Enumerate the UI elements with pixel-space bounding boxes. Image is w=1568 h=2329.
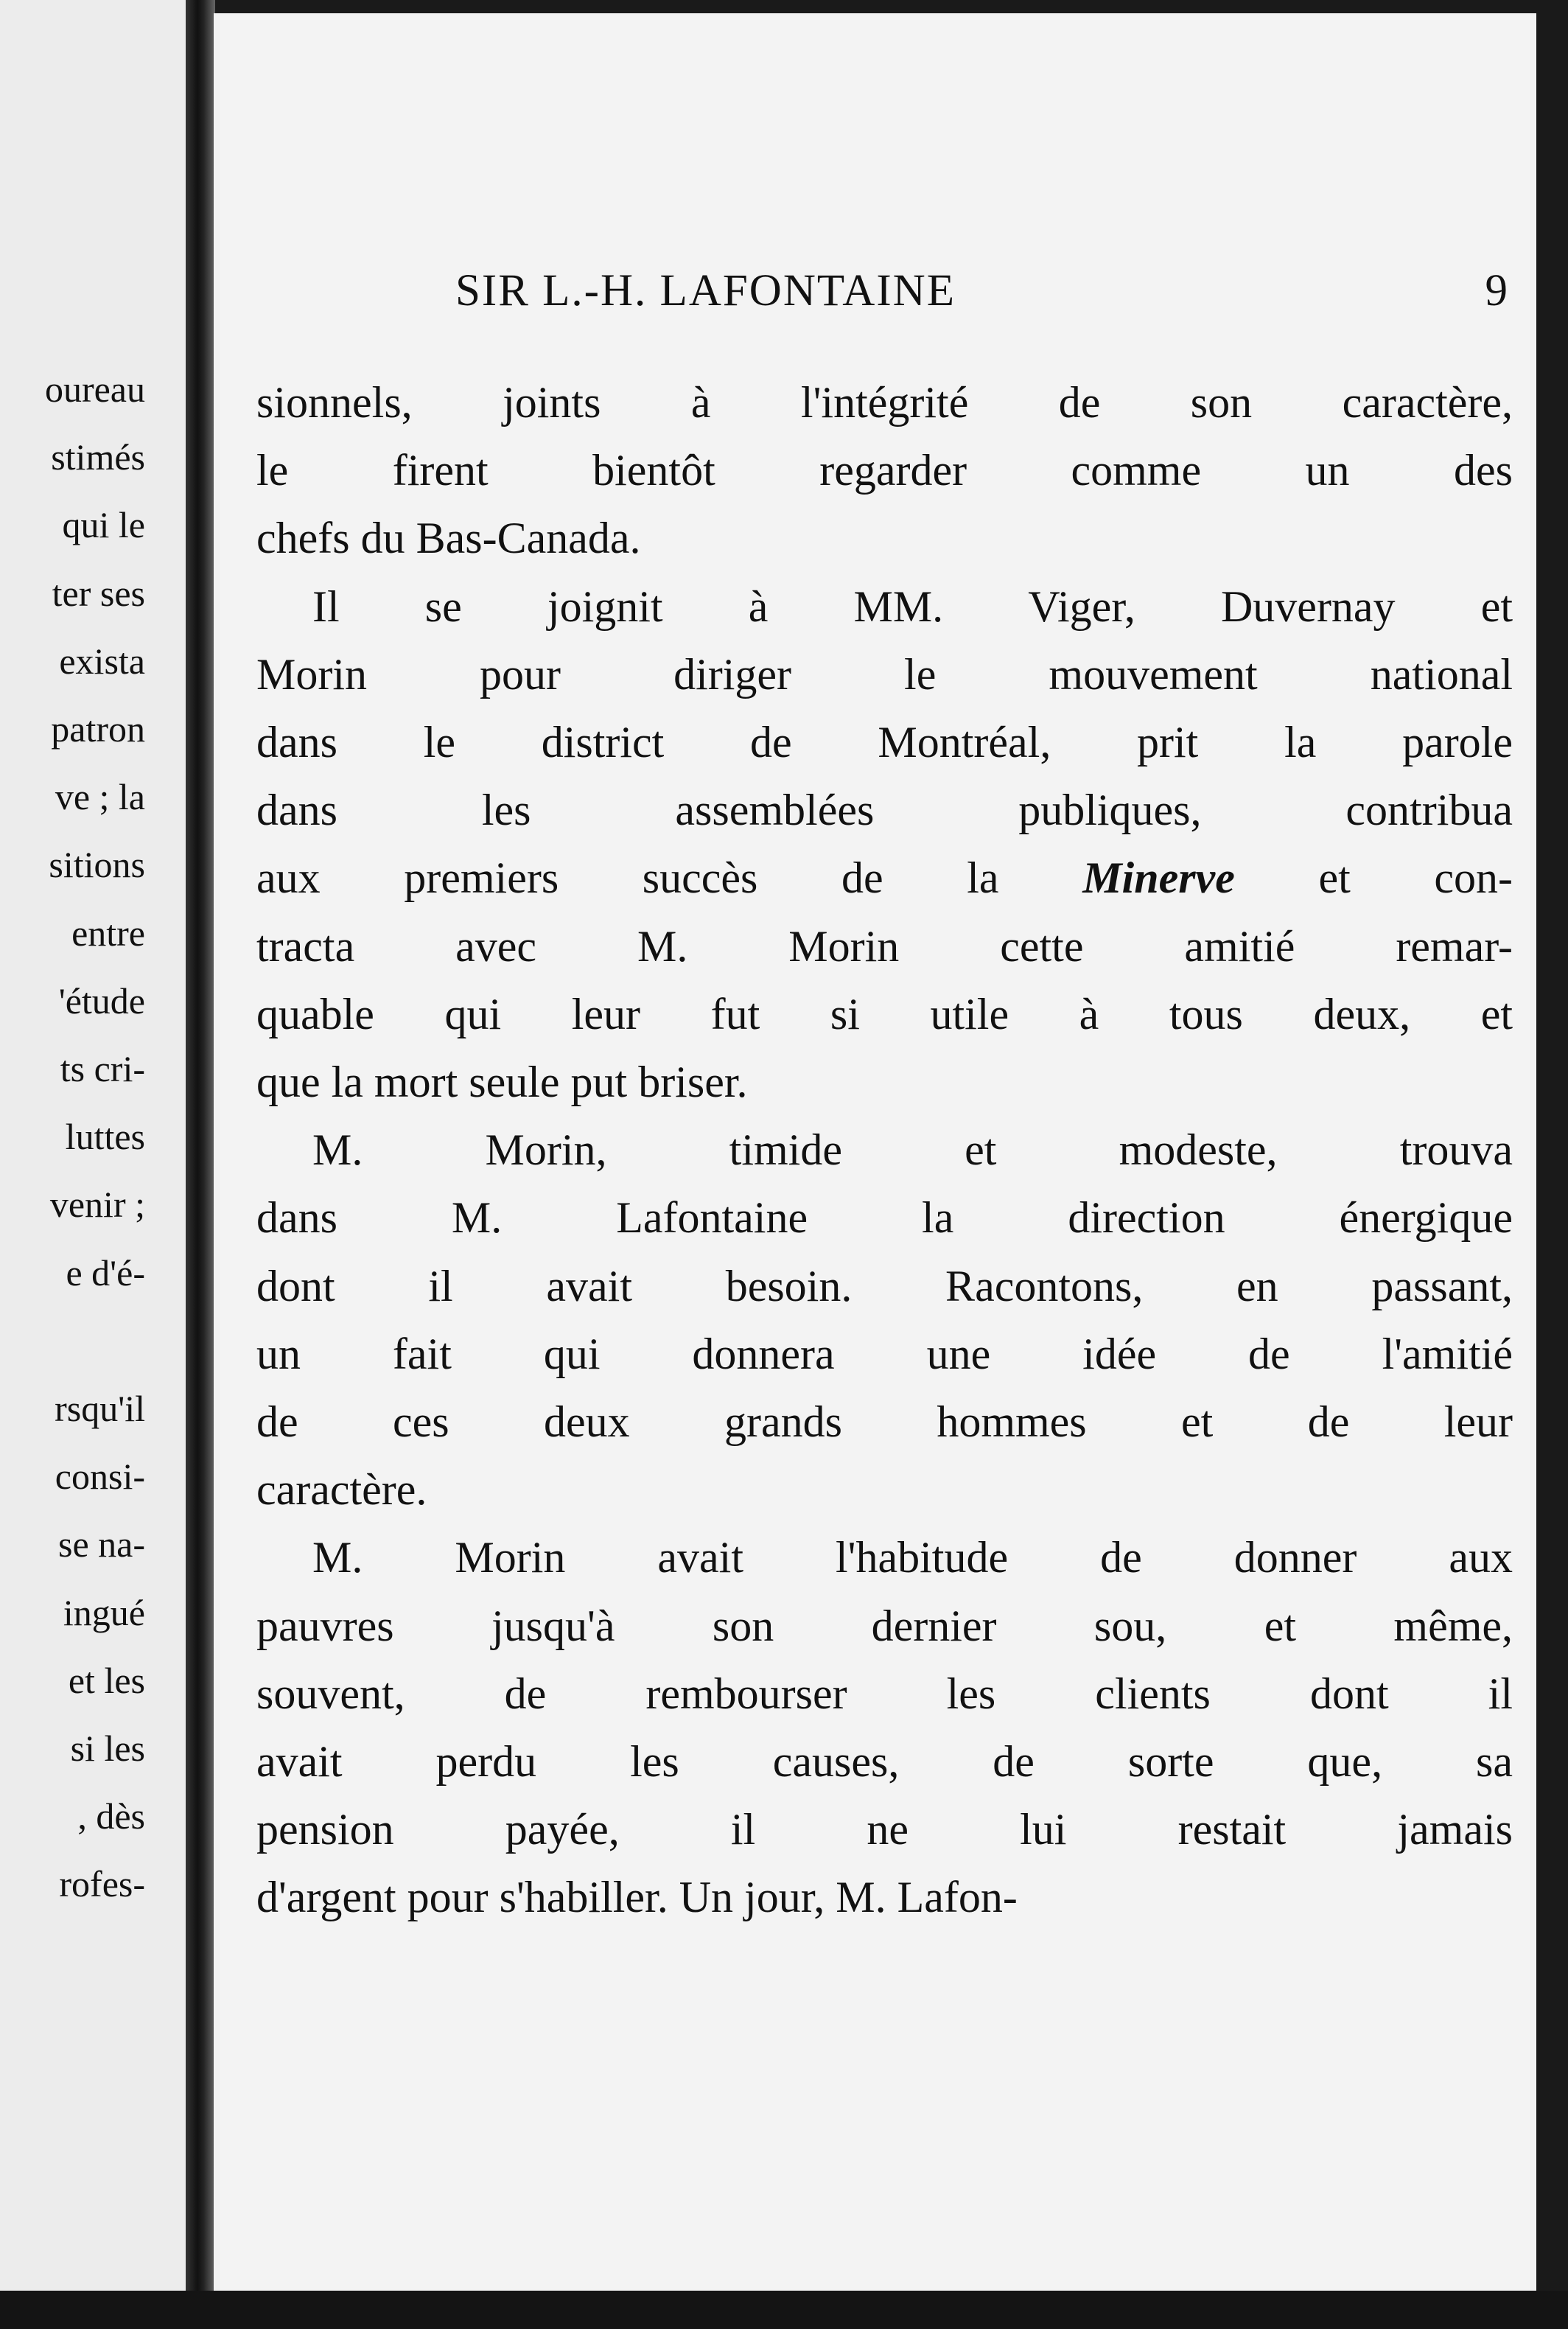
text-line: quable qui leur fut si utile à tous deux, et bbox=[256, 989, 1513, 1038]
text-line: dont il avait besoin. Racontons, en passant, bbox=[256, 1261, 1513, 1310]
text-line: dans le district de Montréal, prit la parole bbox=[256, 718, 1513, 767]
text-line bbox=[256, 844, 1513, 912]
left-page-line: ts cri- bbox=[60, 1048, 145, 1089]
italic-title: Minerve bbox=[1082, 853, 1235, 903]
text-line: caractère. bbox=[256, 1465, 427, 1515]
previous-page-fragment bbox=[0, 0, 188, 2292]
left-page-line: qui le bbox=[62, 504, 145, 546]
left-page-line: si les bbox=[70, 1728, 145, 1769]
left-page-line: patron bbox=[51, 708, 145, 750]
text-fragment: aux premiers succès de la bbox=[256, 853, 1083, 903]
running-head-title: SIR L.-H. LAFONTAINE bbox=[455, 266, 956, 315]
text-line: souvent, de rembourser les clients dont il bbox=[256, 1669, 1513, 1718]
paragraph bbox=[256, 369, 1513, 573]
left-page-line: ter ses bbox=[52, 572, 145, 614]
left-page-line: sitions bbox=[49, 844, 145, 886]
text-line: M. Morin, timide et modeste, trouva bbox=[312, 1125, 1513, 1175]
text-line: dans les assemblées publiques, contribua bbox=[256, 786, 1513, 835]
left-page-line: ve ; la bbox=[55, 776, 145, 818]
left-page-line: e d'é- bbox=[66, 1251, 145, 1293]
left-page-line: ingué bbox=[63, 1591, 145, 1633]
text-line: pension payée, il ne lui restait jamais bbox=[256, 1805, 1513, 1854]
left-page-line: luttes bbox=[65, 1116, 145, 1158]
text-fragment: et con- bbox=[1234, 853, 1513, 903]
left-page-line: se na- bbox=[58, 1523, 145, 1565]
book-gutter bbox=[186, 0, 215, 2292]
left-page-line: et les bbox=[68, 1659, 145, 1701]
paragraph bbox=[256, 1116, 1513, 1523]
scan-border bbox=[0, 2291, 1568, 2329]
left-page-line: entre bbox=[71, 912, 145, 954]
left-page-line: consi- bbox=[55, 1456, 145, 1498]
left-page-line: venir ; bbox=[49, 1184, 145, 1226]
text-line: tracta avec M. Morin cette amitié remar- bbox=[256, 921, 1513, 971]
body-text bbox=[256, 369, 1513, 1932]
text-line: chefs du Bas-Canada. bbox=[256, 514, 641, 563]
left-page-line: stimés bbox=[51, 436, 145, 478]
text-line: sionnels, joints à l'intégrité de son caractère, bbox=[256, 378, 1513, 427]
left-page-line: rofes- bbox=[59, 1863, 145, 1905]
left-page-line: rsqu'il bbox=[55, 1388, 145, 1429]
text-line: d'argent pour s'habiller. Un jour, M. Lafon- bbox=[256, 1873, 1018, 1922]
left-page-line: oureau bbox=[44, 369, 145, 410]
text-line: pauvres jusqu'à son dernier sou, et même, bbox=[256, 1601, 1513, 1650]
paragraph bbox=[256, 1523, 1513, 1931]
text-line: Il se joignit à MM. Viger, Duvernay et bbox=[312, 582, 1513, 631]
left-page-line: exista bbox=[59, 640, 145, 682]
text-line: le firent bientôt regarder comme un des bbox=[256, 446, 1513, 495]
text-line: un fait qui donnera une idée de l'amitié bbox=[256, 1329, 1513, 1378]
text-line: que la mort seule put briser. bbox=[256, 1058, 748, 1107]
paragraph bbox=[256, 573, 1513, 1117]
text-line: dans M. Lafontaine la direction énergique bbox=[256, 1193, 1513, 1243]
book-page bbox=[214, 13, 1536, 2291]
text-line: avait perdu les causes, de sorte que, sa bbox=[256, 1737, 1513, 1787]
left-page-line: 'étude bbox=[58, 980, 145, 1022]
text-line: Morin pour diriger le mouvement national bbox=[256, 649, 1513, 699]
left-page-line: , dès bbox=[77, 1795, 145, 1837]
page-number: 9 bbox=[1485, 266, 1509, 315]
text-line: de ces deux grands hommes et de leur bbox=[256, 1397, 1513, 1447]
text-line: M. Morin avait l'habitude de donner aux bbox=[312, 1533, 1513, 1582]
